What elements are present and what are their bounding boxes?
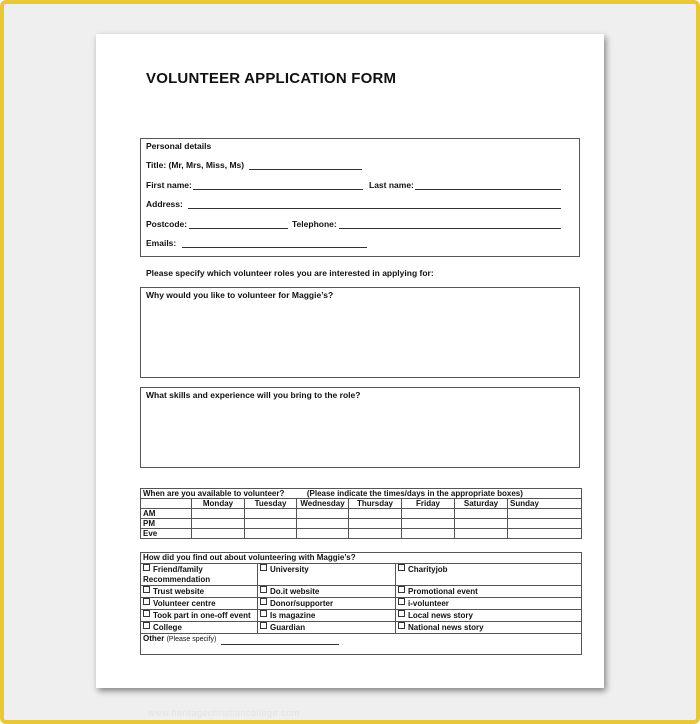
day-thursday: Thursday — [349, 499, 402, 509]
slot-cell[interactable] — [455, 519, 508, 529]
option-donor-supporter[interactable] — [258, 598, 396, 610]
option-label: Is magazine — [270, 611, 316, 620]
slot-cell[interactable] — [402, 519, 455, 529]
option-label: Promotional event — [408, 587, 478, 596]
option-label: Trust website — [153, 587, 205, 596]
option-label: Local news story — [408, 611, 473, 620]
slot-cell[interactable] — [349, 519, 402, 529]
found-out-other-row — [141, 634, 582, 655]
option-label: University — [270, 565, 309, 574]
first-name-field[interactable] — [193, 189, 363, 190]
found-out-row — [141, 564, 582, 586]
skills-prompt: What skills and experience will you bring to the role? — [146, 390, 361, 400]
availability-days-row — [141, 499, 582, 509]
option-is-magazine[interactable] — [258, 610, 396, 622]
option-label: Do.it website — [270, 587, 320, 596]
found-out-row — [141, 586, 582, 598]
option-label: i-volunteer — [408, 599, 449, 608]
checkbox-icon[interactable] — [260, 564, 267, 571]
checkbox-icon[interactable] — [260, 610, 267, 617]
checkbox-icon[interactable] — [398, 622, 405, 629]
option-label: Took part in one-off event — [153, 611, 251, 620]
found-out-header-row — [141, 553, 582, 564]
slot-cell[interactable] — [402, 509, 455, 519]
last-name-label: Last name: — [369, 180, 414, 190]
checkbox-icon[interactable] — [143, 586, 150, 593]
option-national-news[interactable] — [396, 622, 582, 634]
availability-table — [140, 488, 582, 539]
option-college[interactable] — [141, 622, 258, 634]
option-label: College — [153, 623, 182, 632]
day-friday: Friday — [402, 499, 455, 509]
availability-pm-row — [141, 519, 582, 529]
availability-eve-row — [141, 529, 582, 539]
option-one-off-event[interactable] — [141, 610, 258, 622]
slot-cell[interactable] — [349, 509, 402, 519]
checkbox-icon[interactable] — [143, 598, 150, 605]
address-field[interactable] — [188, 208, 561, 209]
checkbox-icon[interactable] — [260, 598, 267, 605]
slot-cell[interactable] — [192, 519, 245, 529]
option-charityjob[interactable] — [396, 564, 582, 586]
slot-cell[interactable] — [455, 529, 508, 539]
slot-cell[interactable] — [508, 529, 582, 539]
option-label: National news story — [408, 623, 484, 632]
option-label: Charityjob — [408, 565, 448, 574]
day-tuesday: Tuesday — [245, 499, 297, 509]
corner-cell — [141, 499, 192, 509]
other-label: Other — [143, 634, 165, 643]
availability-am-row — [141, 509, 582, 519]
day-wednesday: Wednesday — [297, 499, 349, 509]
checkbox-icon[interactable] — [398, 586, 405, 593]
day-monday: Monday — [192, 499, 245, 509]
skills-box[interactable] — [140, 387, 580, 468]
checkbox-icon[interactable] — [260, 622, 267, 629]
personal-details-box — [140, 138, 580, 257]
day-sunday: Sunday — [508, 499, 582, 509]
checkbox-icon[interactable] — [398, 610, 405, 617]
option-doit-website[interactable] — [258, 586, 396, 598]
time-pm: PM — [141, 519, 192, 529]
slot-cell[interactable] — [245, 509, 297, 519]
availability-header-row — [141, 489, 582, 499]
last-name-field[interactable] — [415, 189, 561, 190]
checkbox-icon[interactable] — [398, 564, 405, 571]
option-i-volunteer[interactable] — [396, 598, 582, 610]
address-label: Address: — [146, 199, 183, 209]
first-name-label: First name: — [146, 180, 192, 190]
option-label: Volunteer centre — [153, 599, 216, 608]
slot-cell[interactable] — [508, 509, 582, 519]
option-friend-family[interactable] — [141, 564, 258, 586]
found-out-row — [141, 622, 582, 634]
day-saturday: Saturday — [455, 499, 508, 509]
option-university[interactable] — [258, 564, 396, 586]
option-trust-website[interactable] — [141, 586, 258, 598]
postcode-field[interactable] — [189, 228, 288, 229]
why-volunteer-box[interactable] — [140, 287, 580, 378]
option-label: Donor/supporter — [270, 599, 334, 608]
other-cell — [141, 634, 582, 655]
slot-cell[interactable] — [402, 529, 455, 539]
why-volunteer-prompt: Why would you like to volunteer for Maggie’s? — [146, 290, 334, 300]
slot-cell[interactable] — [245, 529, 297, 539]
other-field[interactable] — [221, 644, 339, 645]
option-volunteer-centre[interactable] — [141, 598, 258, 610]
option-promotional-event[interactable] — [396, 586, 582, 598]
emails-field[interactable] — [182, 247, 367, 248]
time-am: AM — [141, 509, 192, 519]
slot-cell[interactable] — [192, 529, 245, 539]
slot-cell[interactable] — [245, 519, 297, 529]
time-eve: Eve — [141, 529, 192, 539]
checkbox-icon[interactable] — [143, 610, 150, 617]
found-out-heading: How did you find out about volunteering with Maggie’s? — [141, 553, 582, 564]
found-out-table — [140, 552, 582, 655]
slot-cell[interactable] — [455, 509, 508, 519]
checkbox-icon[interactable] — [143, 564, 150, 571]
option-label: Friend/family Recommendation — [143, 565, 211, 584]
watermark: www.heritagechristiancollege.com — [148, 708, 300, 718]
option-guardian[interactable] — [258, 622, 396, 634]
other-hint: (Please specify) — [166, 636, 217, 643]
checkbox-icon[interactable] — [143, 622, 150, 629]
title-field[interactable] — [249, 169, 362, 170]
found-out-row — [141, 598, 582, 610]
slot-cell[interactable] — [349, 529, 402, 539]
option-local-news[interactable] — [396, 610, 582, 622]
roles-prompt: Please specify which volunteer roles you are interested in applying for: — [146, 268, 434, 278]
telephone-field[interactable] — [339, 228, 561, 229]
form-title: VOLUNTEER APPLICATION FORM — [146, 70, 397, 87]
slot-cell[interactable] — [297, 529, 349, 539]
slot-cell[interactable] — [297, 519, 349, 529]
option-label: Guardian — [270, 623, 306, 632]
slot-cell[interactable] — [192, 509, 245, 519]
slot-cell[interactable] — [508, 519, 582, 529]
telephone-label: Telephone: — [292, 219, 337, 229]
checkbox-icon[interactable] — [260, 586, 267, 593]
postcode-label: Postcode: — [146, 219, 188, 229]
availability-note: (Please indicate the times/days in the appropriate boxes) — [306, 489, 523, 498]
availability-heading: When are you available to volunteer? — [143, 489, 285, 498]
title-label: Title: (Mr, Mrs, Miss, Ms) — [146, 160, 245, 170]
checkbox-icon[interactable] — [398, 598, 405, 605]
form-page — [96, 34, 604, 718]
personal-details-heading: Personal details — [146, 141, 212, 151]
emails-label: Emails: — [146, 238, 177, 248]
slot-cell[interactable] — [297, 509, 349, 519]
found-out-row — [141, 610, 582, 622]
